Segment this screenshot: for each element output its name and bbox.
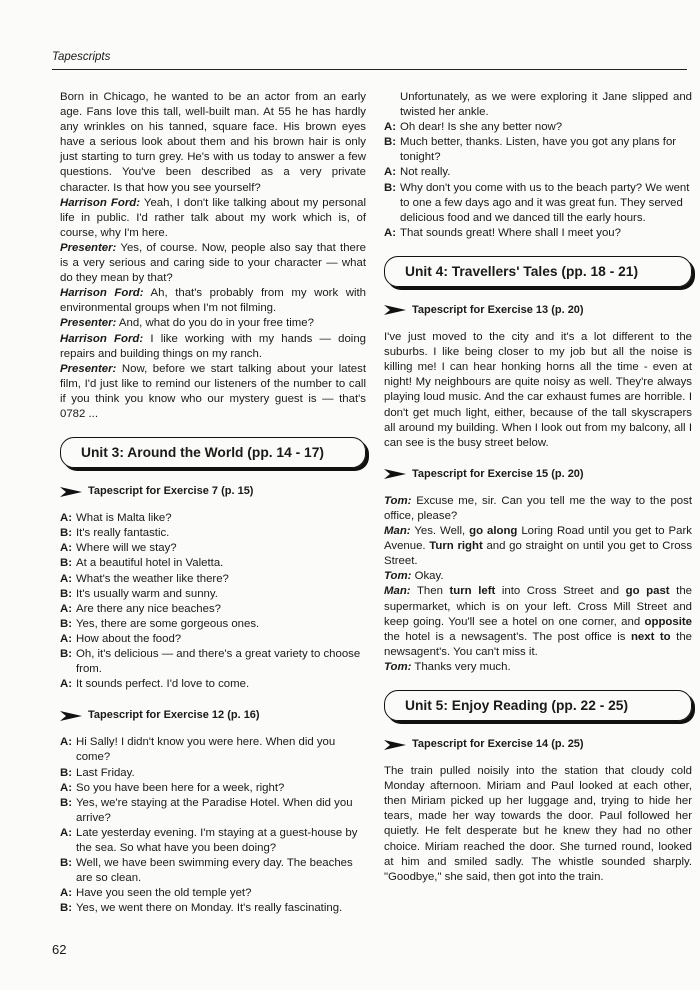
dialogue-text: So you have been here for a week, right? [76, 781, 285, 794]
dialogue-line [384, 135, 692, 165]
dialogue-line [60, 632, 366, 647]
interview-line: Harrison Ford: Yeah, I don't like talking about my personal life in public. I'd rather talk about my work which is, of course, why I'm here. [60, 196, 366, 239]
dialogue-text: Why don't you come with us to the beach party? We went to one a few days ago and it was great fun. They served delicious food and we danced till the early hours. [400, 181, 690, 224]
ex13-text: I've just moved to the city and it's a lot different to the suburbs. I like being closer to my job but all the noise is killing me! I can hear honking horns all the time - even at night! My neighbours are quite noisy as well. They're always playing loud music. And the car exhaust fumes are horrible. I don't get much light, either, because of the tall skyscrapers all around my building. When I look out from my balcony, all I can see is the busy street below. [384, 331, 692, 449]
directions-line: Man: Yes. Well, go along Loring Road until you get to Park Avenue. Turn right and go straight on until you get to Cross Street. [384, 525, 693, 568]
dialogue-line [384, 181, 692, 226]
dialogue-text: It sounds perfect. I'd love to come. [76, 678, 250, 691]
dialogue-text: Hi Sally! I didn't know you were here. When did you come? [76, 736, 336, 764]
dialogue-continued [384, 120, 692, 241]
dialogue-text: Much better, thanks. Listen, have you got any plans for tonight? [400, 136, 677, 164]
tapescript-heading-ex12: Tapescript for Exercise 12 (p. 16) [60, 708, 366, 723]
dialogue-line [60, 901, 366, 916]
dialogue-line [60, 526, 366, 541]
dialogue-text: How about the food? [76, 632, 182, 645]
dialogue-text: That sounds great! Where shall I meet you? [400, 226, 621, 239]
dialogue-text: Last Friday. [76, 766, 135, 779]
speaker-label: A: [60, 572, 73, 585]
dialogue-line [60, 886, 366, 901]
dialogue-text: Yes, we're staying at the Paradise Hotel. When did you arrive? [76, 796, 353, 824]
speaker-label: B: [60, 857, 73, 870]
interview-line: Presenter: And, what do you do in your free time? [60, 317, 314, 330]
dialogue-line [60, 617, 366, 632]
page-header: Tapescripts [52, 50, 687, 70]
dialogue-text: Have you seen the old temple yet? [76, 887, 252, 900]
speaker-label: A: [60, 512, 73, 525]
arrow-icon [60, 711, 82, 721]
interview-line: Harrison Ford: Ah, that's probably from my work with environmental groups when I'm not filming. [60, 287, 367, 315]
left-column [60, 90, 366, 917]
speaker-label: A: [60, 678, 73, 691]
dialogue-line [60, 541, 366, 556]
dialogue-line [60, 647, 366, 677]
dialogue-text: What's the weather like there? [76, 572, 229, 585]
continuation-line: Unfortunately, as we were exploring it Jane slipped and twisted her ankle. [400, 91, 692, 119]
speaker-label: B: [384, 136, 397, 149]
interview-line: Presenter: Now, before we start talking about your latest film, I'd just like to remind our listeners of the number to call if you think you know who our mystery guest is — that's 0782 ... [60, 362, 366, 420]
dialogue-text: What is Malta like? [76, 512, 172, 525]
directions-line: Tom: Okay. [384, 570, 444, 583]
dialogue-line [60, 735, 366, 765]
speaker: Presenter: [60, 362, 117, 375]
page-number: 62 [52, 942, 67, 957]
dialogue-text: Are there any nice beaches? [76, 602, 222, 615]
arrow-icon [384, 469, 406, 479]
dialogue-line [60, 826, 366, 856]
dialogue-text: Where will we stay? [76, 542, 177, 555]
tapescript-heading-ex7: Tapescript for Exercise 7 (p. 15) [60, 484, 366, 499]
dialogue-line [60, 572, 366, 587]
dialogue-line [60, 781, 366, 796]
speaker: Presenter: [60, 241, 117, 254]
speaker-label: B: [60, 766, 73, 779]
directions-line: Tom: Excuse me, sir. Can you tell me the way to the post office, please? [384, 494, 692, 522]
dialogue-line [60, 602, 366, 617]
dialogue-text: Late yesterday evening. I'm staying at a guest-house by the sea. So what have you been doing? [76, 826, 358, 855]
tapescript-heading-ex13: Tapescript for Exercise 13 (p. 20) [384, 303, 692, 318]
unit-5-heading: Unit 5: Enjoy Reading (pp. 22 - 25) [384, 690, 692, 721]
speaker-label: A: [60, 826, 73, 839]
dialogue-line [60, 856, 366, 886]
speaker-label: B: [60, 902, 73, 915]
unit-3-heading: Unit 3: Around the World (pp. 14 - 17) [60, 437, 366, 468]
ex14-text: The train pulled noisily into the station that cloudy cold Monday afternoon. Miriam and Paul looked at each other, then Miriam picked up her luggage and, trying to hide her tears, made her way towards the door. Paul followed her quietly. He felt desperate but he knew they had no other choice. Miriam reached the door. She turned round, looked at him and smiled sadly. The whistle sounded sharply. "Goodbye," she said, then got into the train. [384, 765, 692, 883]
interview-line: Presenter: Yes, of course. Now, people also say that there is a very serious and caring side to your character — what do they mean by that? [60, 241, 366, 285]
dialogue-ex7 [60, 511, 366, 692]
dialogue-text: Yes, there are some gorgeous ones. [76, 617, 260, 630]
speaker-label: A: [60, 542, 73, 555]
tapescript-heading-ex15: Tapescript for Exercise 15 (p. 20) [384, 467, 692, 482]
dialogue-text: Oh, it's delicious — and there's a great variety to choose from. [76, 648, 361, 676]
dialogue-line [60, 556, 366, 571]
directions-line: Man: Then turn left into Cross Street and go past the supermarket, which is on your left. Cross Mill Street and keep going. You'll see a hotel on one corner, and opposite the hotel is a newsagent's. The post office is next to the newsagent's. You can't miss it. [384, 585, 693, 658]
speaker-label: B: [60, 557, 73, 570]
dialogue-text: It's really fantastic. [76, 527, 170, 540]
speaker-label: A: [384, 121, 397, 134]
dialogue-line [60, 796, 366, 826]
dialogue-text: Yes, we went there on Monday. It's really fascinating. [76, 902, 343, 915]
dialogue-text: Oh dear! Is she any better now? [400, 121, 563, 134]
dialogue-text: At a beautiful hotel in Valetta. [76, 557, 224, 570]
speaker: Presenter: [60, 317, 117, 330]
dialogue-line [384, 226, 692, 241]
speaker-label: A: [60, 736, 73, 749]
arrow-icon [60, 487, 82, 497]
intro-paragraph: Born in Chicago, he wanted to be an actor from an early age. Fans love this tall, well-built man. At 55 he has hardly any wrinkles on his tanned, square face. His brown eyes have a serious look about them and his brown hair is only just starting to turn grey. He's with us today to answer a few questions. You've been described as a very private character. Is that how you see yourself? [60, 91, 366, 194]
dialogue-line [60, 766, 366, 781]
dialogue-text: Not really. [400, 166, 451, 179]
speaker-label: B: [60, 587, 73, 600]
dialogue-line [60, 677, 366, 692]
dialogue-line [384, 120, 692, 135]
speaker-label: B: [60, 617, 73, 630]
speaker-label: B: [60, 527, 73, 540]
tapescript-heading-ex14: Tapescript for Exercise 14 (p. 25) [384, 737, 692, 752]
dialogue-ex12 [60, 735, 366, 916]
speaker: Harrison Ford: [60, 196, 141, 209]
speaker-label: A: [60, 887, 73, 900]
speaker-label: A: [384, 226, 397, 239]
unit-4-heading: Unit 4: Travellers' Tales (pp. 18 - 21) [384, 256, 692, 287]
directions-line: Tom: Thanks very much. [384, 660, 511, 673]
speaker-label: B: [384, 181, 397, 194]
arrow-icon [384, 740, 406, 750]
speaker-label: B: [60, 648, 73, 660]
dialogue-text: It's usually warm and sunny. [76, 587, 218, 600]
speaker-label: A: [60, 781, 73, 794]
speaker: Harrison Ford: [60, 332, 144, 345]
dialogue-text: Well, we have been swimming every day. The beaches are so clean. [76, 857, 353, 885]
speaker: Harrison Ford: [60, 287, 144, 300]
dialogue-line [60, 587, 366, 602]
dialogue-line [60, 511, 366, 526]
speaker-label: B: [60, 796, 73, 809]
speaker-label: A: [60, 632, 73, 645]
speaker-label: A: [384, 166, 397, 179]
dialogue-line [384, 165, 692, 180]
speaker-label: A: [60, 602, 73, 615]
right-column [384, 90, 692, 885]
interview-line: Harrison Ford: I like working with my hands — doing repairs and building things on my ranch. [60, 332, 366, 360]
arrow-icon [384, 305, 406, 315]
